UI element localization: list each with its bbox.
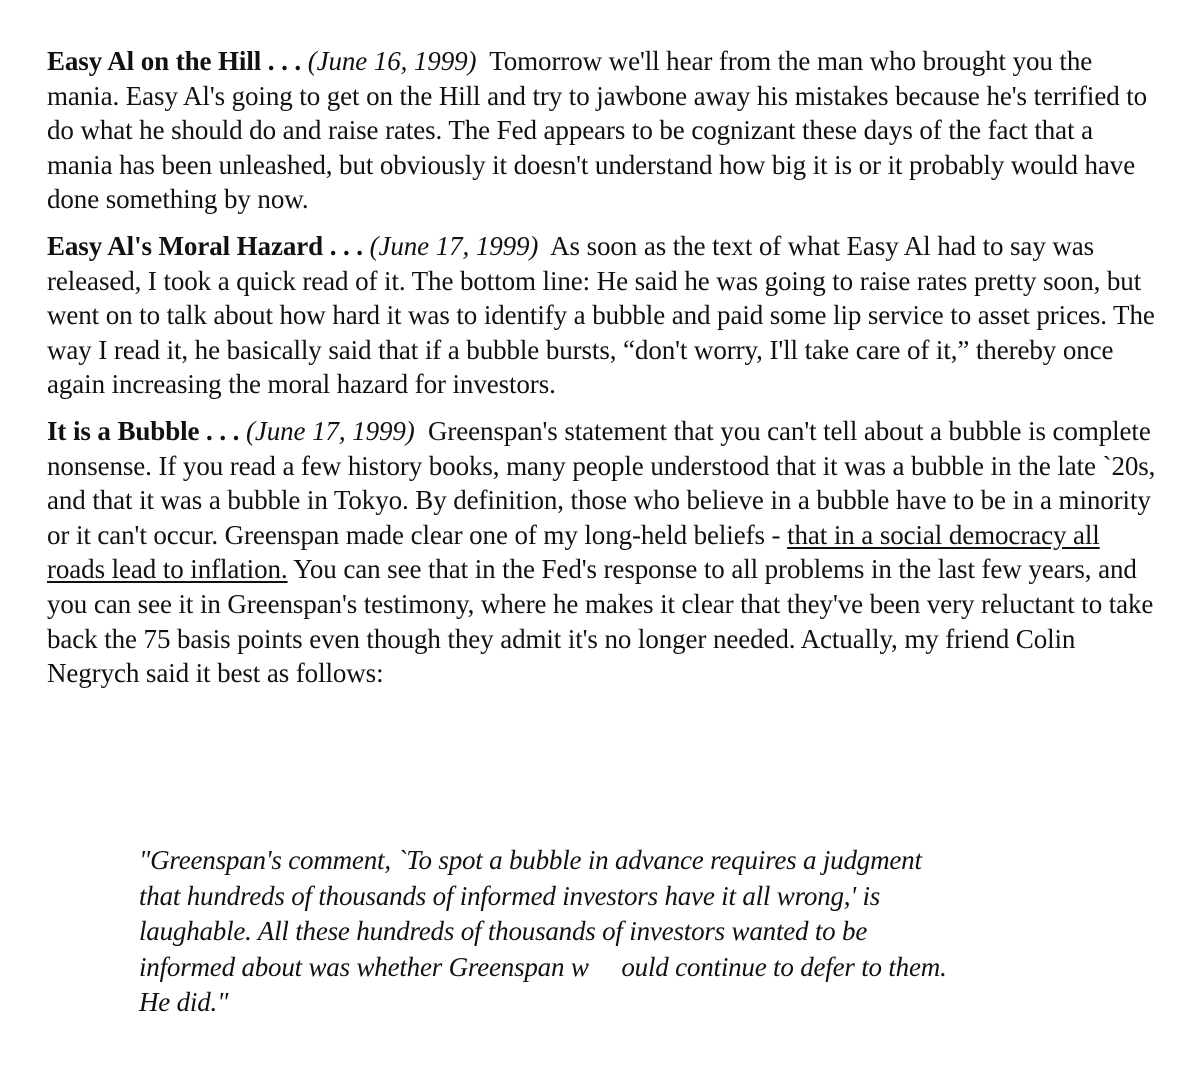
entry-body-before: Greenspan's statement that you can't tell about a bubble is complete nonsense. If you read a few history books, many people understood that it was a bubble in the late `20s, and that it was a bubble in Tokyo. By definition, those who believe in a bubble have to be in a minority or it can't occur. Greenspan made clear one of my long-held beliefs - [47,415,1156,550]
quote-line: He did." [139,987,229,1017]
quote-line: informed about was whether Greenspan w ould continue to defer to them. [139,951,947,982]
entry-title: Easy Al's Moral Hazard . . . [47,230,363,261]
entry-moral-hazard [47,229,1157,402]
entry-it-is-a-bubble [47,414,1157,691]
quote-line: that hundreds of thousands of informed investors have it all wrong,' is [139,880,881,911]
entry-body: As soon as the text of what Easy Al had to say was released, I took a quick read of it. The bottom line: He said he was going to raise rates pretty soon, but went on to talk about how hard it was to identify a bubble and paid some lip service to asset prices. The way I read it, he basically said that if a bubble bursts, “don't worry, I'll take care of it,” thereby once again increasing the moral hazard for investors. [47,230,1155,400]
quote-line: laughable. All these hundreds of thousands of investors wanted to be [139,916,868,946]
entry-easy-al-on-the-hill [47,44,1157,217]
quote-line: "Greenspan's comment, `To spot a bubble in advance requires a judgment [139,845,922,875]
entry-date: (June 16, 1999) [307,46,477,76]
entry-body: Tomorrow we'll hear from the man who brought you the mania. Easy Al's going to get on the Hill and try to jawbone away his mistakes because he's terrified to do what he should do and raise rates. The Fed appears to be cognizant these days of the fact that a mania has been unleashed, but obviously it doesn't understand how big it is or it probably would have done something by now. [47,46,1148,215]
entry-date: (June 17, 1999) [369,230,539,261]
block-quote [139,843,1039,1021]
entry-title: It is a Bubble . . . [47,415,240,446]
document-page [47,44,1157,703]
entry-body-after: You can see that in the Fed's response to all problems in the last few years, and you can see it in Greenspan's testimony, where he makes it clear that they've been very reluctant to take back the 75 basis points even though they admit it's no longer needed. Actually, my friend Colin Negrych said it best as follows: [47,554,1154,689]
entry-title: Easy Al on the Hill . . . [47,46,302,76]
entry-date: (June 17, 1999) [245,415,415,446]
underlined-statement: that in a social democracy all roads lead to inflation. [47,519,1100,585]
